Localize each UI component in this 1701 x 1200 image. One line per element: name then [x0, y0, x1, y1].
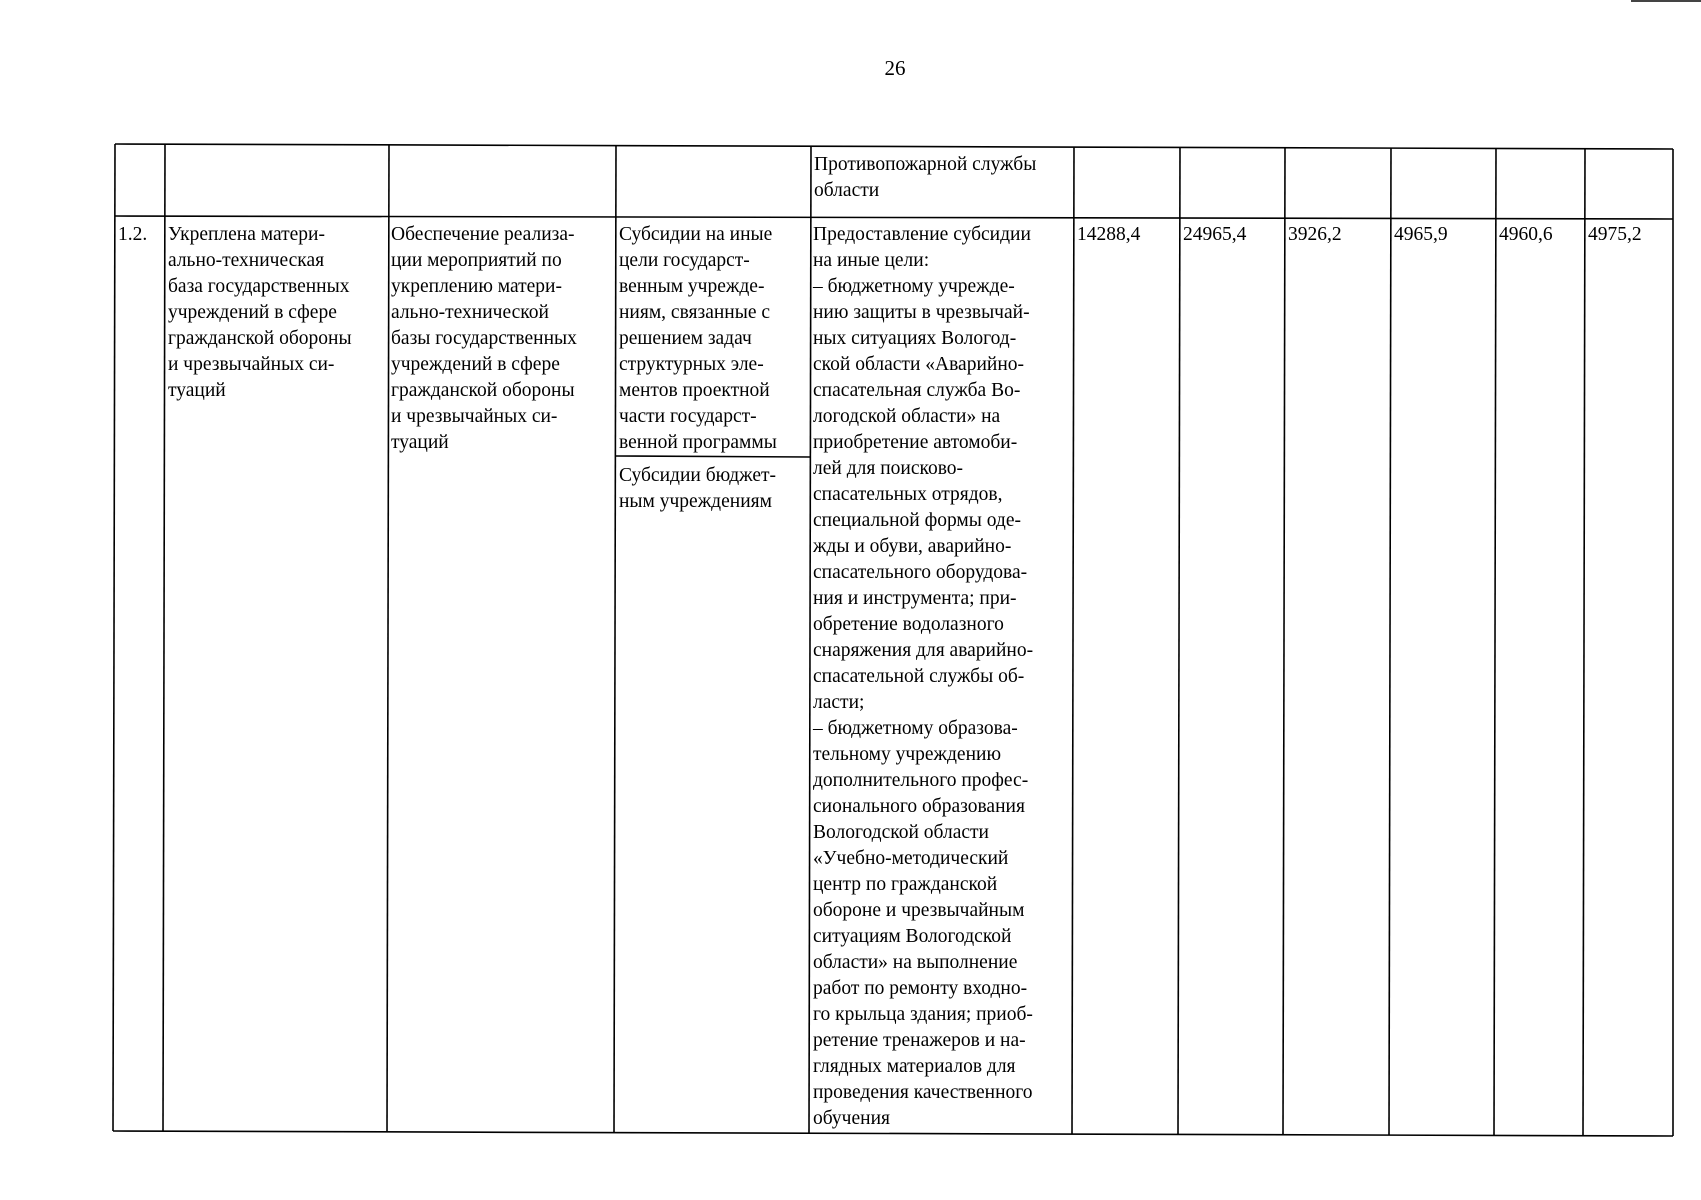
- row-index: 1.2.: [118, 224, 148, 245]
- column-separator-3: [614, 145, 616, 1132]
- column-separator-2: [387, 145, 389, 1132]
- column-separator-7: [1283, 147, 1285, 1134]
- description-cell: Предоставление субсидии на иные цели: – бюджетному учрежде- нию защиты в чрезвычай- ных ситуациях Вологод- ской области «Аварийно- спасательная служба Во- логодской области» на приобретение автомоби- лей для поисково- спасательных отрядов, специальной формы оде- жды и обуви, аварийно- спасательного оборудова- ния и инструмента; при- обретение водолазного снаряжения для аварийно- спасательной службы об- ласти; – бюджетному образова- тельному учреждению дополнительного профес- сионального образования Вологодской области «Учебно-методический центр по гражданской обороне и чрезвычайным ситуациям Вологодской области» на выполнение работ по ремонту входно- го крыльца здания; приоб- ретение тренажеров и на- глядных материалов для проведения качественного обучения: [813, 224, 1034, 1129]
- column-separator-4: [809, 146, 811, 1133]
- value-cell-1: 14288,4: [1077, 224, 1141, 245]
- column-separator-10: [1583, 148, 1585, 1135]
- expense-type-cell-2: Субсидии бюджет- ным учреждениям: [619, 465, 776, 512]
- column-separator-5: [1072, 147, 1074, 1134]
- expense-type-split: [615, 456, 810, 457]
- event-cell: Обеспечение реализа- ции мероприятий по укреплению матери- ально-технической базы государственных учреждений в сфере гражданской обороны и чрезвычайных си- туаций: [391, 224, 577, 453]
- header-source-cell: Противопожарной службы области: [814, 154, 1037, 201]
- table-border-left: [113, 144, 115, 1131]
- column-separator-6: [1178, 147, 1180, 1134]
- column-separator-9: [1494, 148, 1496, 1135]
- table-border-top: [115, 144, 1673, 149]
- page-number: 26: [884, 56, 906, 80]
- column-separator-1: [163, 144, 165, 1131]
- result-cell: Укреплена матери- ально-техническая база государственных учреждений в сфере гражданской обороны и чрезвычайных си- туаций: [168, 224, 352, 401]
- row-separator: [115, 216, 1673, 219]
- value-cell-3: 3926,2: [1288, 224, 1342, 245]
- value-cell-2: 24965,4: [1183, 224, 1247, 245]
- value-cell-4: 4965,9: [1394, 224, 1448, 245]
- column-separator-8: [1389, 148, 1391, 1135]
- expense-type-cell-1: Субсидии на иные цели государст- венным учрежде- ниям, связанные с решением задач структурных эле- ментов проектной части государст- венной программы: [619, 224, 777, 453]
- value-cell-6: 4975,2: [1588, 224, 1642, 245]
- value-cell-5: 4960,6: [1499, 224, 1553, 245]
